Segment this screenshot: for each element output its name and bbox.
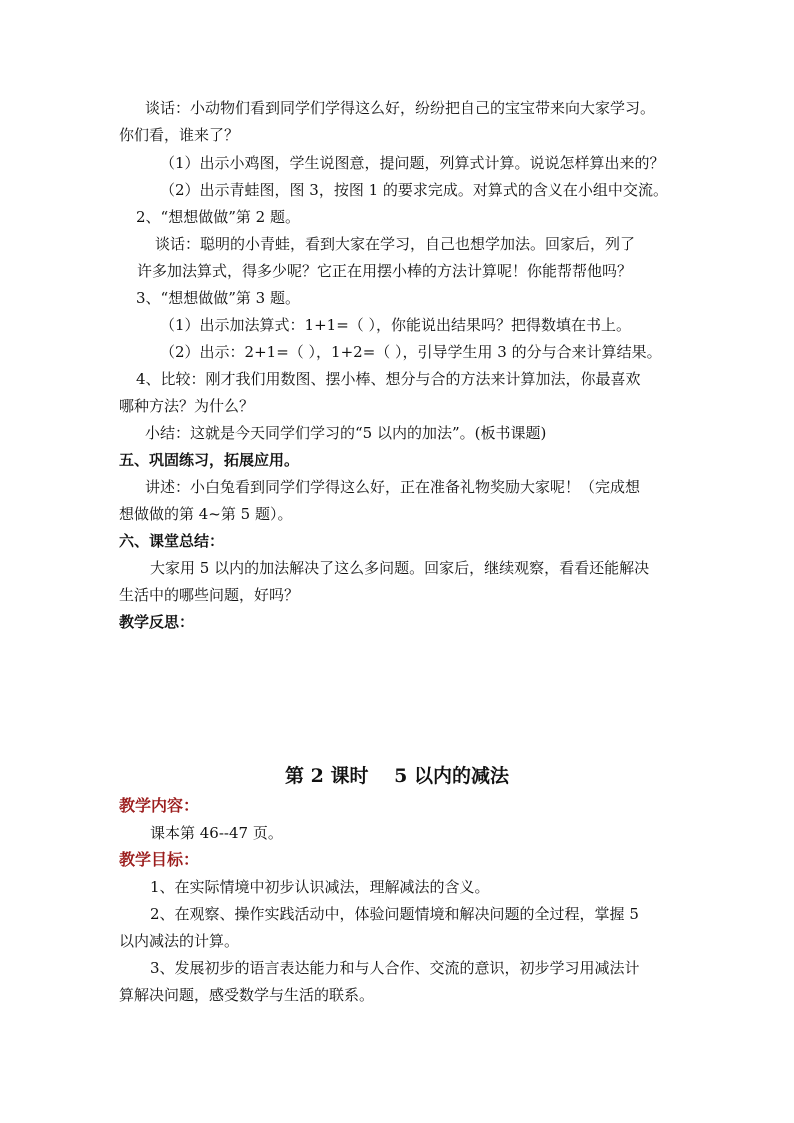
talk-paragraph-line-1: 谈话：小动物们看到同学们学得这么好，纷纷把自己的宝宝带来向大家学习。 — [145, 99, 656, 117]
section-five-heading: 五、巩固练习，拓展应用。 — [119, 451, 300, 469]
exercise-2-heading: 2、“想想做做”第 2 题。 — [136, 208, 300, 226]
teaching-content-heading: 教学内容： — [119, 796, 200, 815]
frog-talk-line-1: 谈话：聪明的小青蛙，看到大家在学习，自己也想学加法。回家后，列了 — [155, 235, 636, 253]
goal-1: 1、在实际情境中初步认识减法，理解减法的含义。 — [150, 878, 490, 896]
conclusion-line-1: 大家用 5 以内的加法解决了这么多问题。回家后，继续观察，看看还能解决 — [150, 559, 650, 577]
lesson-title: 第 2 课时 5 以内的减法 — [285, 765, 509, 787]
compare-line-1: 4、比较：刚才我们用数图、摆小棒、想分与合的方法来计算加法，你最喜欢 — [136, 370, 641, 388]
goal-2-line-2: 以内减法的计算。 — [119, 932, 240, 950]
rabbit-talk-line-1: 讲述：小白兔看到同学们学得这么好，正在准备礼物奖励大家呢！（完成想 — [145, 478, 641, 496]
step-chick-picture: （1）出示小鸡图，学生说图意，提问题，列算式计算。说说怎样算出来的？ — [160, 154, 665, 172]
teaching-reflection-label: 教学反思： — [119, 613, 195, 631]
frog-talk-line-2: 许多加法算式，得多少呢？它正在用摆小棒的方法计算呢！你能帮帮他吗？ — [137, 262, 633, 280]
compare-line-2: 哪种方法？为什么？ — [119, 397, 255, 415]
step-show-formulas: （2）出示：2+1=（ ），1+2=（ ），引导学生用 3 的分与合来计算结果。 — [160, 343, 662, 361]
step-addition-formula: （1）出示加法算式：1+1=（ ），你能说出结果吗？把得数填在书上。 — [160, 316, 632, 334]
goal-2-line-1: 2、在观察、操作实践活动中，体验问题情境和解决问题的全过程，掌握 5 — [150, 905, 639, 923]
goal-3-line-1: 3、发展初步的语言表达能力和与人合作、交流的意识，初步学习用减法计 — [150, 959, 640, 977]
goal-3-line-2: 算解决问题，感受数学与生活的联系。 — [119, 986, 375, 1004]
section-six-heading: 六、课堂总结： — [119, 532, 225, 550]
exercise-3-heading: 3、“想想做做”第 3 题。 — [136, 289, 300, 307]
teaching-goals-heading: 教学目标： — [119, 850, 200, 869]
summary-line: 小结：这就是今天同学们学习的“5 以内的加法”。(板书课题) — [145, 424, 547, 442]
step-frog-picture: （2）出示青蛙图，图 3，按图 1 的要求完成。对算式的含义在小组中交流。 — [160, 181, 668, 199]
conclusion-line-2: 生活中的哪些问题，好吗？ — [119, 586, 300, 604]
textbook-pages: 课本第 46--47 页。 — [150, 824, 283, 842]
rabbit-talk-line-2: 想做做的第 4~第 5 题）。 — [119, 505, 293, 523]
talk-paragraph-line-2: 你们看，谁来了？ — [119, 126, 240, 144]
